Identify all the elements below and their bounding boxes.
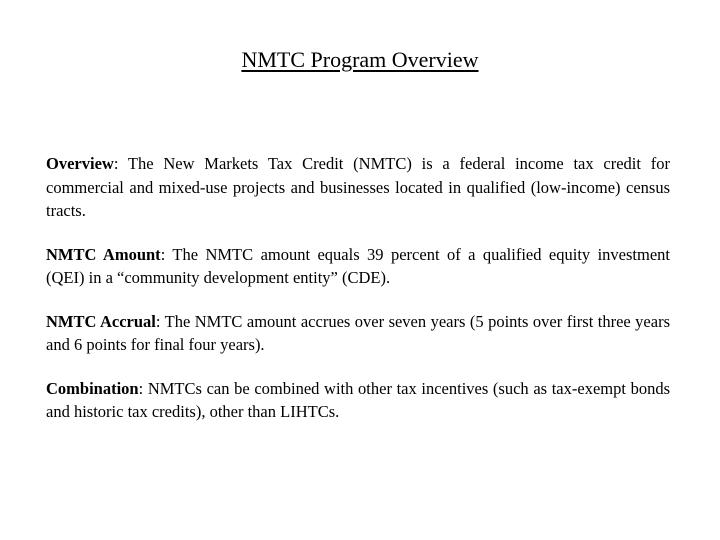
paragraph-term: Overview <box>46 154 114 173</box>
slide-body <box>46 152 670 444</box>
paragraph-term: NMTC Accrual <box>46 311 156 331</box>
paragraph-text: : The NMTC amount accrues over seven years (5 points over first three years and 6 points for final four years). <box>46 311 670 354</box>
paragraph-text: : NMTCs can be combined with other tax incentives (such as tax-exempt bonds and historic tax credits), other than LIHTCs. <box>46 378 670 421</box>
paragraph-term: NMTC Amount <box>46 244 161 264</box>
page-title <box>0 46 720 74</box>
paragraph-text: : The New Markets Tax Credit (NMTC) is a federal income tax credit for commercial and mixed-use projects and businesses located in qualified (low-income) census tracts. <box>46 154 670 220</box>
paragraph-nmtc-accrual <box>46 310 670 357</box>
paragraph-text: : The NMTC amount equals 39 percent of a qualified equity investment (QEI) in a “community development entity” (CDE). <box>46 244 670 287</box>
paragraph-combination <box>46 377 670 424</box>
page-title-text: NMTC Program Overview <box>241 47 479 72</box>
paragraph-overview <box>46 152 670 223</box>
paragraph-term: Combination <box>46 378 139 398</box>
paragraph-nmtc-amount <box>46 243 670 290</box>
